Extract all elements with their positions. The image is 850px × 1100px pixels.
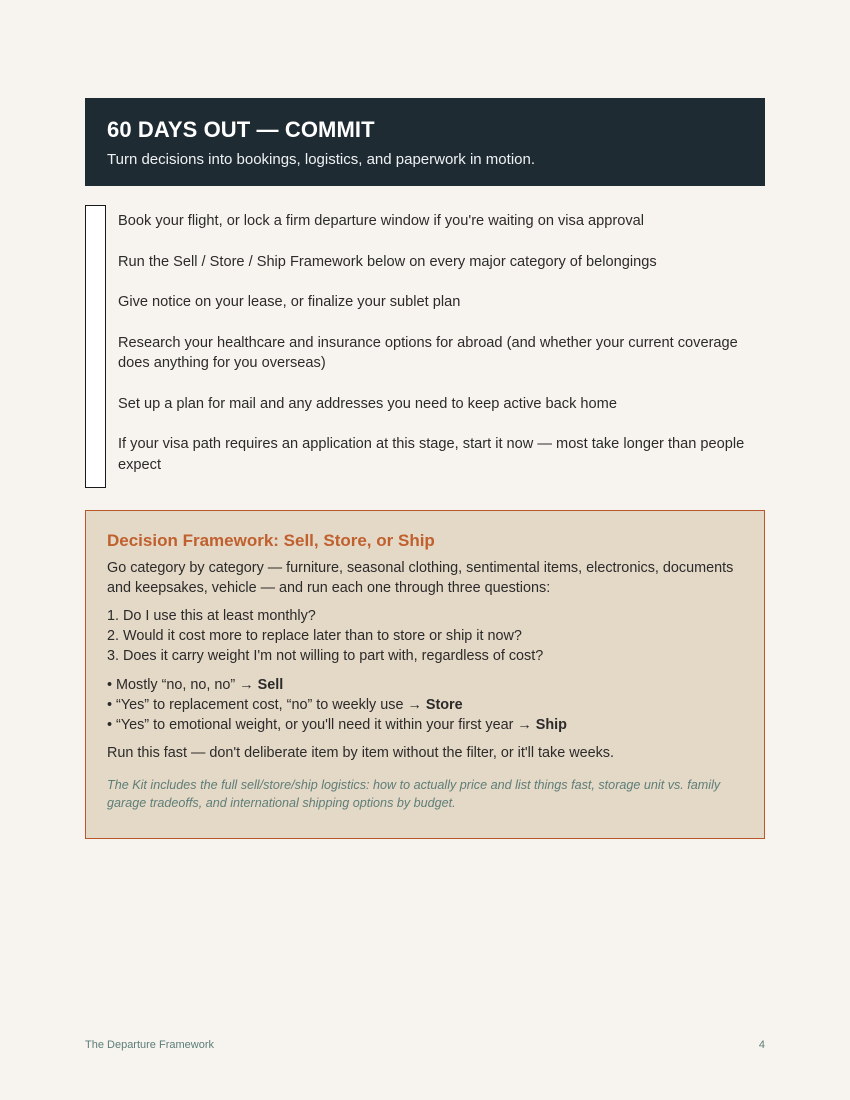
checkbox[interactable] xyxy=(85,205,106,488)
footer-doc-title: The Departure Framework xyxy=(85,1039,214,1051)
decision-framework-box xyxy=(85,510,765,839)
framework-note: The Kit includes the full sell/store/ship logistics: how to actually price and list things fast, storage unit vs. family garage tradeoffs, and international shipping options by budget. xyxy=(107,778,721,810)
footer-page-number: 4 xyxy=(758,1039,765,1051)
framework-rule xyxy=(107,695,743,715)
checklist xyxy=(85,205,765,495)
rule-result: Sell xyxy=(257,677,284,693)
framework-question: 2. Would it cost more to replace later than to store or ship it now? xyxy=(107,628,522,644)
section-header xyxy=(85,98,765,186)
checklist-item: Research your healthcare and insurance options for abroad (and whether your current coverage does anything for you overseas) xyxy=(118,334,738,371)
checklist-item: Set up a plan for mail and any addresses you need to keep active back home xyxy=(118,395,617,412)
checklist-items xyxy=(118,211,758,475)
rule-result: Ship xyxy=(535,717,567,733)
framework-title: Decision Framework: Sell, Store, or Ship xyxy=(107,531,435,550)
rule-condition: • “Yes” to replacement cost, “no” to weekly use → xyxy=(107,697,426,713)
section-subtitle: Turn decisions into bookings, logistics, and paperwork in motion. xyxy=(107,151,535,168)
framework-question: 3. Does it carry weight I'm not willing to part with, regardless of cost? xyxy=(107,648,544,664)
framework-closing: Run this fast — don't deliberate item by item without the filter, or it'll take weeks. xyxy=(107,745,614,761)
section-title: 60 DAYS OUT — COMMIT xyxy=(107,117,375,142)
checklist-item: Give notice on your lease, or finalize your sublet plan xyxy=(118,294,461,310)
framework-rules xyxy=(107,675,743,735)
rule-condition: • Mostly “no, no, no” → xyxy=(107,677,258,693)
checklist-item: Book your flight, or lock a firm departure window if you're waiting on visa approval xyxy=(118,213,644,229)
checklist-item: If your visa path requires an application at this stage, start it now — most take longer than people expect xyxy=(118,436,745,473)
framework-rule xyxy=(107,675,743,695)
framework-intro: Go category by category — furniture, seasonal clothing, sentimental items, electronics, documents and keepsakes, vehicle — and run each one through three questions: xyxy=(107,560,734,596)
rule-result: Store xyxy=(425,697,463,713)
framework-question: 1. Do I use this at least monthly? xyxy=(107,608,316,624)
rule-condition: • “Yes” to emotional weight, or you'll need it within your first year → xyxy=(107,717,536,733)
framework-questions xyxy=(107,606,743,666)
framework-rule xyxy=(107,715,743,735)
checklist-item: Run the Sell / Store / Ship Framework below on every major category of belongings xyxy=(118,253,657,270)
